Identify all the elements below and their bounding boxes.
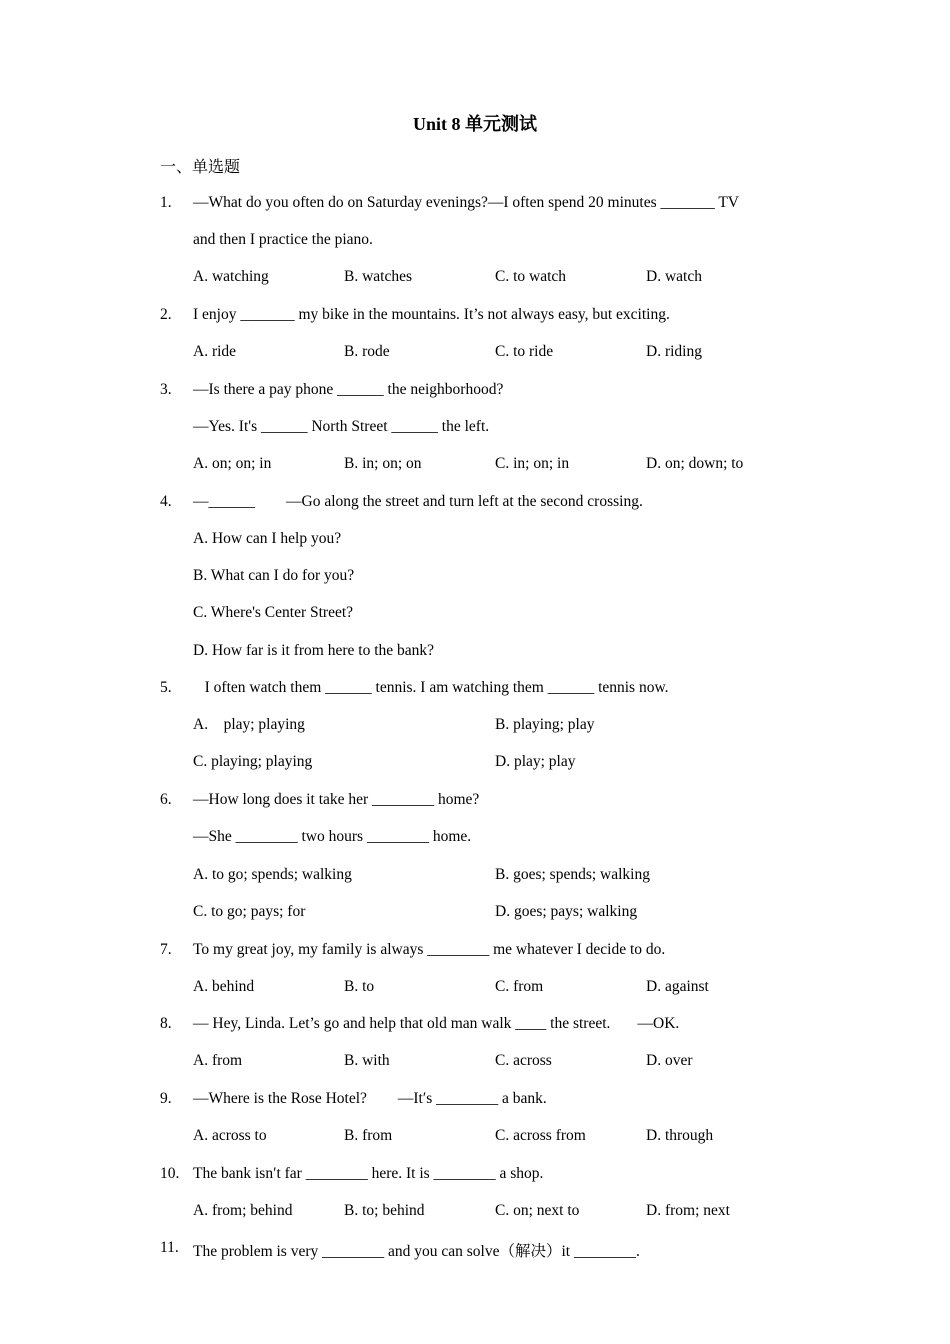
options-row <box>193 716 793 736</box>
option-b[interactable]: B. goes; spends; walking <box>495 866 650 883</box>
option-a[interactable]: A. ride <box>193 343 237 360</box>
question-number: 9. <box>160 1090 172 1107</box>
option-c[interactable]: C. in; on; in <box>495 455 570 472</box>
question-text: The bank isn′t far ________ here. It is ________ a shop. <box>193 1165 544 1182</box>
question-number: 3. <box>160 381 172 398</box>
option-d[interactable]: D. watch <box>646 268 702 285</box>
question-text-continued: —She ________ two hours ________ home. <box>193 828 472 845</box>
option-c[interactable]: C. across <box>495 1052 552 1069</box>
question-text: The problem is very ________ and you can solve（解决）it ________. <box>193 1243 640 1260</box>
option-d[interactable]: D. riding <box>646 343 702 360</box>
option-c[interactable]: C. from <box>495 978 544 995</box>
options-row <box>193 1052 793 1072</box>
page-title: Unit 8 单元测试 <box>412 114 537 134</box>
options-row <box>193 268 793 288</box>
question-text: I enjoy _______ my bike in the mountains. It’s not always easy, but exciting. <box>193 306 670 323</box>
option-a[interactable]: A. from <box>193 1052 243 1069</box>
options-row <box>193 903 793 923</box>
question-text: —How long does it take her ________ home? <box>193 791 480 808</box>
option-c[interactable]: C. to go; pays; for <box>193 903 306 920</box>
option-d[interactable]: D. against <box>646 978 709 995</box>
question-number: 6. <box>160 791 172 808</box>
option-c[interactable]: C. playing; playing <box>193 753 313 770</box>
question-text: I often watch them ______ tennis. I am watching them ______ tennis now. <box>193 679 669 696</box>
question-number: 11. <box>160 1239 179 1256</box>
options-row <box>193 1127 793 1147</box>
option-d[interactable]: D. over <box>646 1052 693 1069</box>
option-b[interactable]: B. watches <box>344 268 413 285</box>
option-c[interactable]: C. to watch <box>495 268 567 285</box>
question-text: To my great joy, my family is always ________ me whatever I decide to do. <box>193 941 666 958</box>
question-number: 2. <box>160 306 172 323</box>
options-row <box>193 455 793 475</box>
option-d[interactable]: D. How far is it from here to the bank? <box>193 642 435 659</box>
question-number: 5. <box>160 679 172 696</box>
option-a[interactable]: A. behind <box>193 978 255 995</box>
question-number: 1. <box>160 194 172 211</box>
option-a[interactable]: A. from; behind <box>193 1202 293 1219</box>
question-number: 4. <box>160 493 172 510</box>
option-a[interactable]: A. across to <box>193 1127 267 1144</box>
option-a[interactable]: A. How can I help you? <box>193 530 342 547</box>
question-text: —Is there a pay phone ______ the neighborhood? <box>193 381 504 398</box>
section-heading: 一、单选题 <box>160 159 241 176</box>
option-b[interactable]: B. rode <box>344 343 390 360</box>
question-text-continued: —Yes. It's ______ North Street ______ the left. <box>193 418 490 435</box>
question-number: 8. <box>160 1015 172 1032</box>
option-a[interactable]: A. play; playing <box>193 716 305 733</box>
option-a[interactable]: A. on; on; in <box>193 455 272 472</box>
options-row <box>193 978 793 998</box>
options-row <box>193 753 793 773</box>
option-b[interactable]: B. to; behind <box>344 1202 425 1219</box>
option-b[interactable]: B. playing; play <box>495 716 595 733</box>
question-text: — Hey, Linda. Let’s go and help that old man walk ____ the street. —OK. <box>193 1015 680 1032</box>
option-c[interactable]: C. Where's Center Street? <box>193 604 354 621</box>
option-c[interactable]: C. on; next to <box>495 1202 580 1219</box>
option-b[interactable]: B. in; on; on <box>344 455 422 472</box>
option-b[interactable]: B. with <box>344 1052 390 1069</box>
option-d[interactable]: D. play; play <box>495 753 576 770</box>
option-b[interactable]: B. What can I do for you? <box>193 567 355 584</box>
question-text: —______ —Go along the street and turn left at the second crossing. <box>193 493 643 510</box>
options-row <box>193 343 793 363</box>
option-a[interactable]: A. to go; spends; walking <box>193 866 352 883</box>
option-d[interactable]: D. on; down; to <box>646 455 744 472</box>
option-d[interactable]: D. goes; pays; walking <box>495 903 638 920</box>
option-d[interactable]: D. from; next <box>646 1202 730 1219</box>
question-text-continued: and then I practice the piano. <box>193 231 373 248</box>
question-text: —What do you often do on Saturday evenings?—I often spend 20 minutes _______ TV <box>193 194 739 211</box>
question-number: 10. <box>160 1165 180 1182</box>
option-b[interactable]: B. from <box>344 1127 393 1144</box>
question-number: 7. <box>160 941 172 958</box>
options-row <box>193 1202 793 1222</box>
option-d[interactable]: D. through <box>646 1127 714 1144</box>
question-text: —Where is the Rose Hotel? —It′s ________ a bank. <box>193 1090 547 1107</box>
option-c[interactable]: C. across from <box>495 1127 586 1144</box>
options-row <box>193 866 793 886</box>
option-a[interactable]: A. watching <box>193 268 269 285</box>
option-c[interactable]: C. to ride <box>495 343 554 360</box>
option-b[interactable]: B. to <box>344 978 375 995</box>
